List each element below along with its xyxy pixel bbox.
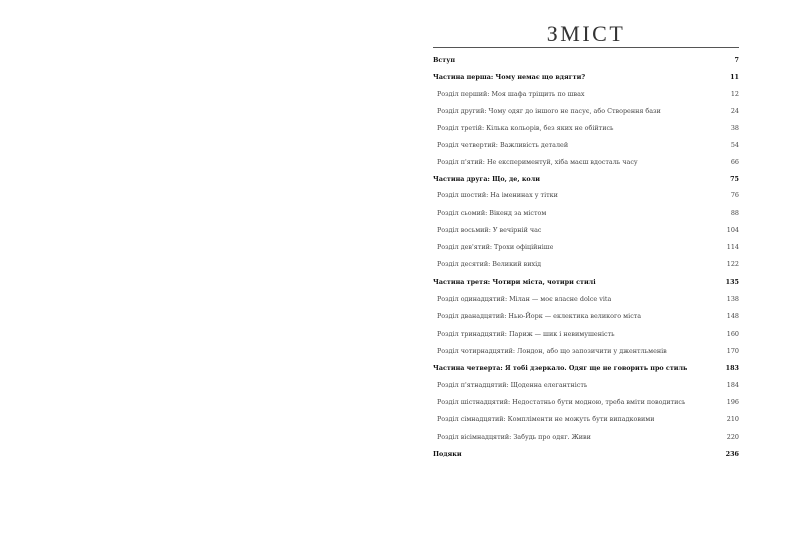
toc-chapter-entry: [433, 89, 739, 99]
toc-page-number: 236: [725, 450, 739, 458]
toc-page-number: 183: [725, 364, 739, 372]
toc-entry-title: Розділ п'ятий: Не експериментуй, хіба маєш вдосталь часу: [437, 158, 638, 166]
toc-page-number: 24: [730, 107, 739, 115]
toc-entry-title: Розділ другий: Чому одяг до іншого не пасує, або Створення бази: [437, 107, 661, 115]
toc-page-number: 210: [726, 415, 739, 423]
title-divider: [433, 47, 739, 48]
toc-chapter-entry: [433, 225, 739, 235]
toc-entry-title: Вступ: [433, 56, 456, 64]
toc-chapter-entry: [433, 106, 739, 116]
toc-part-entry: [433, 363, 739, 373]
toc-page-number: 122: [726, 260, 739, 268]
toc-entry-title: Розділ дев'ятий: Трохи офіційніше: [437, 243, 554, 251]
toc-part-entry: [433, 174, 739, 184]
toc-entry-title: Частина друга: Що, де, коли: [433, 175, 540, 183]
toc-page-number: 220: [726, 433, 739, 441]
toc-chapter-entry: [433, 140, 739, 150]
toc-entry-title: Розділ п'ятнадцятий: Щоденна елегантність: [437, 381, 588, 389]
toc-section-entry: [433, 55, 739, 65]
toc-entry-title: Розділ сьомий: Вікенд за містом: [437, 209, 547, 217]
toc-entry-title: Подяки: [433, 450, 462, 458]
toc-page-number: 160: [726, 330, 739, 338]
toc-page-number: 75: [730, 175, 739, 183]
toc-page-number: 12: [730, 90, 739, 98]
toc-entry-title: Розділ шостий: На іменинах у тітки: [437, 191, 558, 199]
toc-part-entry: [433, 72, 739, 82]
toc-chapter-entry: [433, 346, 739, 356]
toc-title: ЗМІСТ: [546, 21, 626, 46]
toc-part-entry: [433, 277, 739, 287]
toc-entry-title: Розділ восьмий: У вечірній час: [437, 226, 542, 234]
toc-chapter-entry: [433, 190, 739, 200]
toc-entry-title: Розділ одинадцятий: Мілан — моє власне dolce vita: [437, 295, 612, 303]
toc-entry-title: Розділ дванадцятий: Нью-Йорк — еклектика великого міста: [437, 312, 642, 320]
toc-chapter-entry: [433, 414, 739, 424]
toc-page-number: 138: [726, 295, 739, 303]
toc-entry-title: Розділ перший: Моя шафа тріщить по швах: [437, 90, 585, 98]
toc-entry-title: Розділ тринадцятий: Париж — шик і невимушеність: [437, 330, 615, 338]
toc-page-number: 76: [730, 191, 739, 199]
toc-page-number: 148: [726, 312, 739, 320]
toc-chapter-entry: [433, 259, 739, 269]
toc-chapter-entry: [433, 432, 739, 442]
toc-chapter-entry: [433, 329, 739, 339]
toc-page-number: 104: [726, 226, 739, 234]
toc-entry-title: Частина четверта: Я тобі дзеркало. Одяг ще не говорить про стиль: [433, 364, 688, 372]
toc-entry-title: Розділ шістнадцятий: Недостатньо бути модною, треба вміти поводитись: [437, 398, 686, 406]
toc-page-number: 114: [726, 243, 739, 251]
toc-entry-title: Розділ четвертий: Важливість деталей: [437, 141, 569, 149]
toc-chapter-entry: [433, 242, 739, 252]
toc-page-number: 66: [730, 158, 739, 166]
toc-entry-title: Розділ третій: Кілька кольорів, без яких не обійтись: [437, 124, 614, 132]
toc-page-number: 184: [726, 381, 739, 389]
toc-entries: [433, 56, 739, 496]
toc-page-number: 7: [734, 56, 739, 64]
toc-entry-title: Розділ сімнадцятий: Компліменти не можуть бути випадковими: [437, 415, 655, 423]
toc-entry-title: Частина перша: Чому немає що вдягти?: [433, 73, 586, 81]
toc-entry-title: Розділ чотирнадцятий: Лондон, або що запозичити у джентльменів: [437, 347, 667, 355]
toc-chapter-entry: [433, 397, 739, 407]
toc-page-number: 88: [730, 209, 739, 217]
toc-page-number: 135: [725, 278, 739, 286]
toc-page-number: 11: [730, 73, 739, 81]
toc-entry-title: Частина третя: Чотири міста, чотири стилі: [433, 278, 596, 286]
toc-entry-title: Розділ десятий: Великий вихід: [437, 260, 542, 268]
toc-chapter-entry: [433, 380, 739, 390]
toc-chapter-entry: [433, 208, 739, 218]
toc-entry-title: Розділ вісімнадцятий: Забудь про одяг. Живи: [437, 433, 591, 441]
toc-chapter-entry: [433, 311, 739, 321]
table-of-contents: [433, 22, 739, 496]
toc-page-number: 54: [730, 141, 739, 149]
toc-page-number: 196: [726, 398, 739, 406]
toc-chapter-entry: [433, 157, 739, 167]
toc-page-number: 38: [730, 124, 739, 132]
toc-chapter-entry: [433, 123, 739, 133]
toc-section-entry: [433, 449, 739, 459]
toc-page-number: 170: [726, 347, 739, 355]
toc-chapter-entry: [433, 294, 739, 304]
